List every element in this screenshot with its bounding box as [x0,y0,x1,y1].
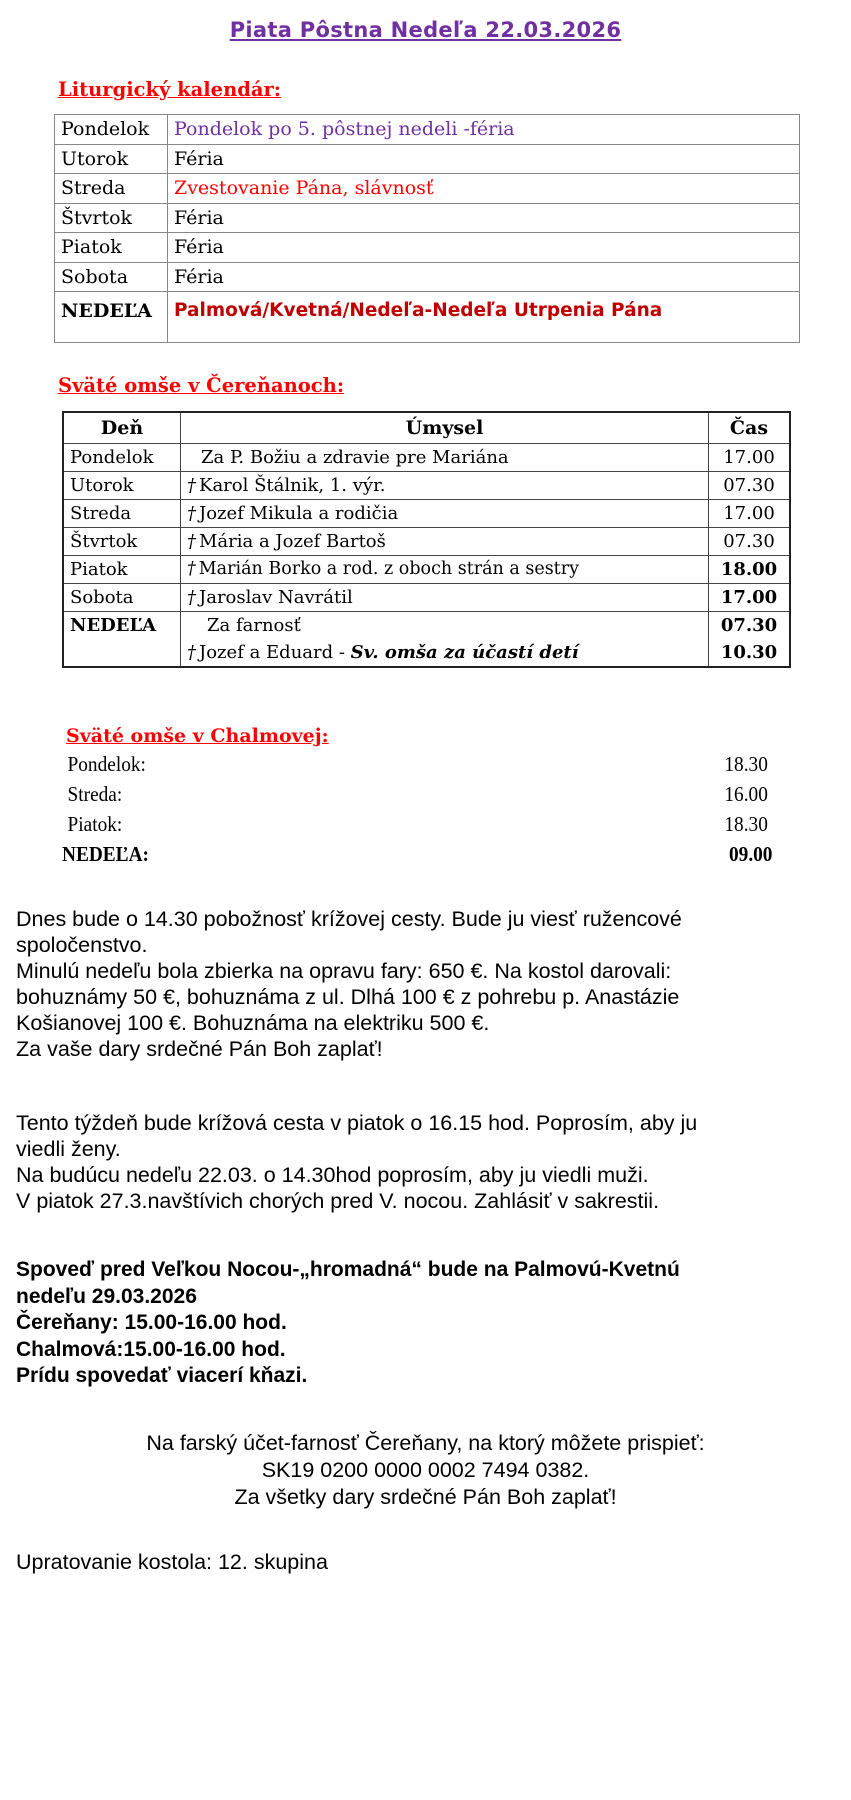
day-cell: Štvrtok [63,528,181,556]
chalmova-masses-list [62,752,797,872]
column-header-time: Čas [709,412,791,444]
cross-icon: † [187,531,196,552]
liturgy-cell: Palmová/Kvetná/Nedeľa-Nedeľa Utrpenia Pána [168,292,800,343]
time-cell: 17.00 [709,584,791,612]
text-line: Tento týždeň bude krížová cesta v piatok o 16.15 hod. Poprosím, aby ju [16,1111,698,1135]
table-row [55,292,800,343]
liturgy-cell: Pondelok po 5. pôstnej nedeli -féria [168,115,800,145]
liturgy-cell: Féria [168,144,800,174]
day-label: Pondelok: [67,752,146,776]
intention-cell [181,528,709,556]
table-row [55,203,800,233]
table-row [55,115,800,145]
time-cell: 07.30 [709,528,791,556]
cross-icon: † [187,587,196,608]
confession-announcement [16,1257,846,1390]
cerenany-masses-table [62,411,791,668]
intention-text: Marián Borko a rod. z oboch strán a sestry [198,559,579,579]
day-label: NEDEĽA: [62,842,149,866]
list-item [62,752,798,782]
table-row [63,556,790,584]
iban: SK19 0200 0000 0002 7494 0382. [261,1458,590,1482]
liturgy-cell: Féria [168,262,800,292]
cleaning-schedule: Upratovanie kostola: 12. skupina [16,1550,328,1574]
liturgical-calendar-table [54,114,800,343]
day-cell: Sobota [63,584,181,612]
text-line: bohuznámy 50 €, bohuznáma z ul. Dlhá 100 € z pohrebu p. Anastázie [16,985,680,1009]
table-row [63,612,790,668]
table-row [63,472,790,500]
time-cell [709,612,791,668]
text-line: Za vaše dary srdečné Pán Boh zaplať! [16,1037,383,1061]
day-cell: Sobota [55,262,168,292]
time-cell: 17.00 [709,444,791,472]
day-cell: Piatok [55,233,168,263]
liturgy-cell: Zvestovanie Pána, slávnosť [168,174,800,204]
table-row [63,528,790,556]
announcement-paragraph [16,906,846,1062]
table-row [63,444,790,472]
cross-icon: † [187,475,196,496]
announcement-paragraph [16,1110,846,1214]
intention-cell [181,556,709,584]
day-cell: Streda [55,174,168,204]
intention-text: Karol Štálnik, 1. výr. [199,475,386,496]
intention-emphasis: Sv. omša za účastí detí [350,642,579,663]
text-line: Za všetky dary srdečné Pán Boh zaplať! [234,1485,617,1509]
liturgical-calendar-heading: Liturgický kalendár: [58,78,282,101]
time-cell: 07.30 [709,472,791,500]
intention-cell [181,472,709,500]
time-value: 07.30 [720,615,778,636]
list-item [62,842,798,872]
table-row [63,500,790,528]
column-header-intention: Úmysel [181,412,709,444]
table-row [55,262,800,292]
cross-icon: † [187,642,196,663]
day-cell: NEDEĽA [63,612,181,668]
text-line: Chalmová:15.00-16.00 hod. [16,1337,286,1361]
day-cell: Streda [63,500,181,528]
text-line: V piatok 27.3.navštívich chorých pred V. nocou. Zahlásiť v sakrestii. [16,1189,660,1213]
intention-cell [181,584,709,612]
text-line: Čereňany: 15.00-16.00 hod. [16,1311,287,1334]
chalmova-masses-heading: Sväté omše v Chalmovej: [66,725,329,747]
intention-text: Mária a Jozef Bartoš [199,531,386,552]
intention-text: Jaroslav Navrátil [199,587,353,608]
intention-line [187,639,702,666]
time-value: 16.00 [724,782,768,806]
cross-icon: † [187,503,196,524]
column-header-day: Deň [63,412,181,444]
page-title: Piata Pôstna Nedeľa 22.03.2026 [229,18,622,42]
day-cell: Pondelok [55,115,168,145]
day-cell: Utorok [55,144,168,174]
intention-text: Jozef a Eduard - [199,642,351,663]
text-line: Košianovej 100 €. Bohuznáma na elektriku 500 €. [16,1011,490,1035]
time-value: 10.30 [720,642,778,663]
time-cell: 17.00 [709,500,791,528]
text-line: Spoveď pred Veľkou Nocou-„hromadná“ bude na Palmovú-Kvetnú [16,1258,680,1281]
table-header-row [63,412,790,444]
text-line: spoločenstvo. [16,933,148,957]
text-line: Na budúcu nedeľu 22.03. o 14.30hod poprosím, aby ju viedli muži. [16,1163,649,1187]
time-value: 09.00 [729,842,773,866]
day-cell: Štvrtok [55,203,168,233]
table-row [55,233,800,263]
text-line: nedeľu 29.03.2026 [16,1284,197,1308]
text-line: Minulú nedeľu bola zbierka na opravu fary: 650 €. Na kostol darovali: [16,959,672,983]
time-cell: 18.00 [709,556,791,584]
intention-text: Jozef Mikula a rodičia [199,503,399,524]
liturgy-cell: Féria [168,233,800,263]
liturgy-cell: Féria [168,203,800,233]
text-line: Na farský účet-farnosť Čereňany, na ktorý môžete prispieť: [146,1431,705,1455]
time-value: 18.30 [724,752,768,776]
day-cell: Pondelok [63,444,181,472]
text-line: viedli ženy. [16,1137,121,1161]
list-item [62,812,798,842]
intention-cell [181,612,709,668]
table-row [55,144,800,174]
bank-account-info [0,1430,851,1511]
cerenany-masses-heading: Sväté omše v Čereňanoch: [58,374,345,397]
table-row [63,584,790,612]
intention-cell: Za P. Božiu a zdravie pre Mariána [181,444,709,472]
intention-cell [181,500,709,528]
list-item [62,782,798,812]
day-cell: Utorok [63,472,181,500]
cross-icon: † [187,559,196,579]
time-value: 18.30 [724,812,768,836]
day-label: Piatok: [67,812,123,836]
intention-text: Za farnosť [207,615,301,636]
day-cell: NEDEĽA [55,292,168,343]
text-line: Prídu spovedať viacerí kňazi. [16,1364,308,1387]
table-row [55,174,800,204]
text-line: Dnes bude o 14.30 pobožnosť krížovej cesty. Bude ju viesť ružencové [16,907,682,931]
day-label: Streda: [67,782,123,806]
day-cell: Piatok [63,556,181,584]
